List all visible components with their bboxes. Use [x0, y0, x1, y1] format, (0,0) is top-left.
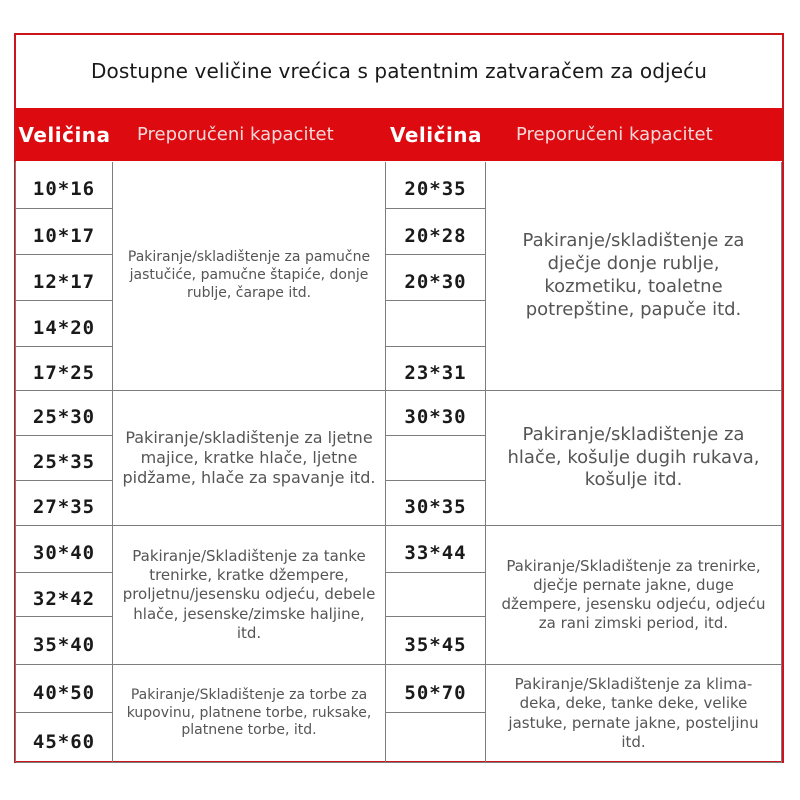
size-cell — [386, 209, 486, 255]
size-value: 32*42 — [32, 587, 96, 610]
capacity-cell — [486, 391, 782, 526]
page-title: Dostupne veličine vrećica s patentnim zatvaračem za odjeću — [91, 58, 707, 83]
size-cell — [386, 665, 486, 713]
size-value: 35*45 — [404, 633, 467, 656]
capacity-cell — [113, 665, 386, 763]
size-value: 45*60 — [32, 730, 96, 753]
size-cell — [16, 481, 113, 526]
capacity-description: Pakiranje/skladištenje za pamučne jastučiće, pamučne štapiće, donje rublje, čarape itd. — [127, 249, 371, 301]
size-value: 50*70 — [404, 681, 467, 704]
size-cell — [16, 301, 113, 347]
size-cell — [16, 347, 113, 391]
size-cell — [16, 526, 113, 573]
header-capacity-left: Preporučeni kapacitet — [113, 108, 386, 161]
size-value: 10*17 — [32, 224, 96, 247]
size-value: 20*28 — [404, 224, 467, 247]
size-cell — [386, 391, 486, 436]
size-value: 27*35 — [32, 496, 96, 518]
size-cell — [16, 436, 113, 481]
size-cell — [16, 162, 113, 209]
size-cell — [386, 481, 486, 526]
size-cell — [16, 573, 113, 617]
size-cell — [386, 573, 486, 617]
size-cell — [386, 526, 486, 573]
size-value: 25*35 — [32, 451, 96, 473]
header-size-right: Veličina — [386, 108, 486, 161]
header-size-left: Veličina — [16, 108, 113, 161]
size-value: 30*35 — [404, 496, 467, 518]
capacity-description: Pakiranje/skladištenje za ljetne majice, kratke hlače, ljetne pidžame, hlače za spavanje itd. — [122, 427, 376, 488]
capacity-description: Pakiranje/Skladištenje za torbe za kupovinu, platnene torbe, ruksake, platnene torbe, itd. — [126, 686, 372, 739]
capacity-cell — [113, 162, 386, 391]
size-value: 40*50 — [32, 681, 96, 704]
size-value: 33*44 — [404, 542, 467, 564]
size-cell — [16, 209, 113, 255]
size-value: 35*40 — [32, 633, 96, 656]
capacity-cell — [486, 665, 782, 763]
size-cell — [386, 713, 486, 763]
capacity-description: Pakiranje/Skladištenje za trenirke, dječje pernate jakne, duge džempere, jesensku odjeću, odjeću za rani zimski period, itd. — [501, 556, 766, 633]
size-cell — [386, 617, 486, 665]
size-value: 10*16 — [32, 178, 96, 200]
table-left-border — [15, 162, 16, 762]
size-cell — [16, 713, 113, 763]
capacity-cell — [486, 162, 782, 391]
header-capacity-right: Preporučeni kapacitet — [486, 108, 782, 161]
capacity-cell — [486, 526, 782, 665]
size-value: 20*35 — [404, 178, 467, 200]
size-value: 23*31 — [404, 361, 467, 384]
size-cell — [16, 391, 113, 436]
capacity-description: Pakiranje/Skladištenje za tanke trenirke, kratke džempere, proljetnu/jesensku odjeću, debele hlače, jesenske/zimske haljine, itd. — [122, 547, 376, 642]
size-cell — [386, 436, 486, 481]
size-cell — [386, 347, 486, 391]
size-cell — [16, 255, 113, 301]
size-value: 14*20 — [32, 316, 96, 339]
size-value: 12*17 — [32, 270, 96, 293]
capacity-description: Pakiranje/skladištenje za dječje donje rublje, kozmetiku, toaletne potrepštine, papuče itd. — [522, 230, 745, 320]
size-value: 30*30 — [404, 406, 467, 428]
size-cell — [386, 301, 486, 347]
size-value: 20*30 — [404, 270, 467, 293]
size-cell — [386, 255, 486, 301]
size-value: 17*25 — [32, 361, 96, 384]
size-cell — [16, 617, 113, 665]
size-value: 25*30 — [32, 406, 96, 428]
size-cell — [16, 665, 113, 713]
size-cell — [386, 162, 486, 209]
size-value: 30*40 — [32, 542, 96, 564]
capacity-cell — [113, 526, 386, 665]
capacity-description: Pakiranje/Skladištenje za klima-deka, deke, tanke deke, velike jastuke, pernate jakne, posteljinu itd. — [508, 675, 759, 751]
capacity-description: Pakiranje/skladištenje za hlače, košulje dugih rukava, košulje itd. — [507, 423, 760, 491]
capacity-cell — [113, 391, 386, 526]
